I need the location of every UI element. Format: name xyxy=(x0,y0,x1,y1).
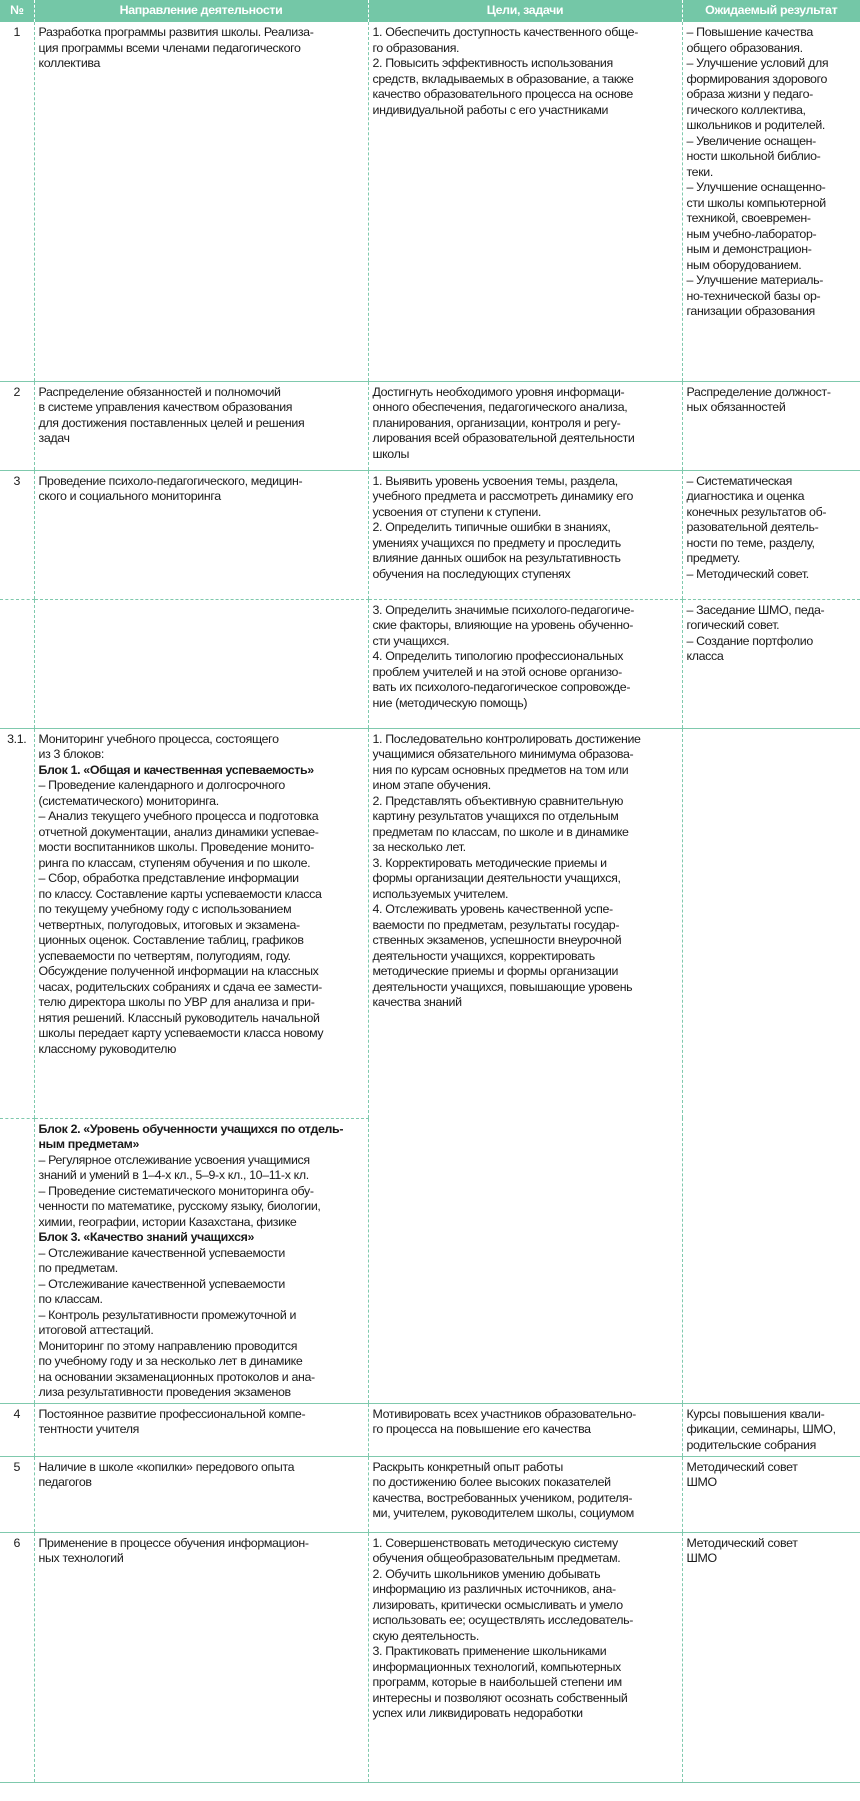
block1-title: Блок 1. «Общая и качественная успеваемость» xyxy=(38,762,314,777)
row-result: – Заседание ШМО, педа- гогический совет. – Создание портфолио класса xyxy=(682,599,860,728)
row-direction-block2-3 xyxy=(34,1118,368,1403)
row-direction: Наличие в школе «копилки» передового опыта педагогов xyxy=(34,1456,368,1532)
row-goals: Достигнуть необходимого уровня информаци- онного обеспечения, педагогического анализа, планирования, организации, контроля и регу- лирования всей образовательной деятельности школы xyxy=(368,381,682,470)
row-result: Распределение должност- ных обязанностей xyxy=(682,381,860,470)
block2-title: Блок 2. «Уровень обученности учащихся по отдель- ным предметам» xyxy=(38,1121,344,1151)
row-goals: Раскрыть конкретный опыт работы по достижению более высоких показателей качества, востребованных учеником, родителя- ми, учителем, руководителем школы, социумом xyxy=(368,1456,682,1532)
row-goals: 1. Совершенствовать методическую систему обучения общеобразовательным предметам. 2. Обучить школьников умению добывать информацию из различных источников, ана- лизировать, критически осмысливать и умело использовать ее; осуществлять исследователь- скую деятельность. 3. Практиковать применение школьниками информационных технологий, компьютерных программ, которые в наибольшей степени им интересны и позволяют осознать собственный успех или ликвидировать недоработки xyxy=(368,1532,682,1782)
row-number: 4 xyxy=(0,1403,34,1456)
table-row xyxy=(0,599,860,728)
row-direction-block1 xyxy=(34,728,368,1118)
row-direction xyxy=(34,599,368,728)
row-direction: Постоянное развитие профессиональной компе- тентности учителя xyxy=(34,1403,368,1456)
row-direction: Распределение обязанностей и полномочий в системе управления качеством образования для достижения поставленных целей и решения задач xyxy=(34,381,368,470)
header-goals: Цели, задачи xyxy=(368,0,682,22)
row-number: 5 xyxy=(0,1456,34,1532)
row-number: 3.1. xyxy=(0,728,34,1118)
row-result: Курсы повышения квали- фикации, семинары, ШМО, родительские собрания xyxy=(682,1403,860,1456)
monitoring-intro: Мониторинг учебного процесса, состоящего из 3 блоков: xyxy=(38,731,279,761)
row-result: – Систематическая диагностика и оценка конечных результатов об- разовательной деятель- ности по теме, разделу, предмету. – Методический совет. xyxy=(682,470,860,599)
row-result: Методический совет ШМО xyxy=(682,1532,860,1782)
block3-text: – Отслеживание качественной успеваемости по предметам. – Отслеживание качественной успеваемости по классам. – Контроль результативности промежуточной и итоговой аттестаций. Мониторинг по этому направлению проводится по учебному году и за несколько лет в динамике на основании экзаменационных протоколов и ана- лиза результативности проведения экзаменов xyxy=(38,1245,315,1399)
row-number: 1 xyxy=(0,22,34,381)
row-number: 6 xyxy=(0,1532,34,1782)
block2-text: – Регулярное отслеживание усвоения учащимися знаний и умений в 1–4-х кл., 5–9-х кл., 10–11-х кл. – Проведение систематического мониторинга обу- ченности по математике, русскому языку, биологии, химии, географии, истории Казахстана, физике xyxy=(38,1152,321,1229)
row-direction: Проведение психоло-педагогического, медицин- ского и социального мониторинга xyxy=(34,470,368,599)
table-row xyxy=(0,470,860,599)
table-row xyxy=(0,381,860,470)
row-goals: 1. Последовательно контролировать достижение учащимися обязательного минимума образова- ния по курсам основных предметов на том или ином этапе обучения. 2. Представлять объективную сравнительную картину результатов учащихся по отдельным предметам по классам, по школе и в динамике за несколько лет. 3. Корректировать методические приемы и формы организации деятельности учащихся, используемых учителем. 4. Отслеживать уровень качественной успе- ваемости по предметам, результаты государ- ственных экзаменов, успешности внеурочной деятельности учащихся, корректировать методические приемы и формы организации деятельности учащихся, повышающие уровень качества знаний xyxy=(368,728,682,1403)
block3-title: Блок 3. «Качество знаний учащихся» xyxy=(38,1230,255,1244)
table-row xyxy=(0,1532,860,1782)
table-header-row xyxy=(0,0,860,22)
row-direction: Применение в процессе обучения информацион- ных технологий xyxy=(34,1532,368,1782)
row-result: Методический совет ШМО xyxy=(682,1456,860,1532)
row-goals: 1. Обеспечить доступность качественного обще- го образования. 2. Повысить эффективность использования средств, вкладываемых в образование, а также качество образовательного процесса на основе индивидуальной работы с его участниками xyxy=(368,22,682,381)
row-number-continued xyxy=(0,1118,34,1403)
table-row xyxy=(0,1403,860,1456)
block1-text: – Проведение календарного и долгосрочного (систематического) мониторинга. – Анализ текущего учебного процесса и подготовка отчетной документации, анализ динамики успевае- мости воспитанников школы. Проведение монито- ринга по классам, ступеням обучения и по школе. – Сбор, обработка представление информации по классу. Составление карты успеваемости класса по текущему учебному году с использованием четвертных, полугодовых, итоговых и экзамена- ционных оценок. Составление таблиц, графиков успеваемости по четвертям, полугодиям, году. Обсуждение полученной информации на классных часах, родительских собраниях и сдача ее замести- телю директора школы по УВР для анализа и при- нятия решений. Классный руководитель начальной школы передает карту успеваемости класса новому классному руководителю xyxy=(38,778,324,1056)
row-goals: Мотивировать всех участников образовательно- го процесса на повышение его качества xyxy=(368,1403,682,1456)
row-result xyxy=(682,728,860,1403)
row-goals: 1. Выявить уровень усвоения темы, раздела, учебного предмета и рассмотреть динамику его усвоения от ступени к ступени. 2. Определить типичные ошибки в знаниях, умениях учащихся по предмету и проследить влияние данных ошибок на результативность обучения на последующих ступенях xyxy=(368,470,682,599)
header-direction: Направление деятельности xyxy=(34,0,368,22)
header-result: Ожидаемый результат xyxy=(682,0,860,22)
row-goals: 3. Определить значимые психолого-педагогиче- ские факторы, влияющие на уровень обученно- сти учащихся. 4. Определить типологию профессиональных проблем учителей и на этой основе организо- вать их психолого-педагогическое сопровожде- ние (методическую помощь) xyxy=(368,599,682,728)
table-row xyxy=(0,22,860,381)
table-row xyxy=(0,728,860,1118)
row-number: 3 xyxy=(0,470,34,599)
row-result: – Повышение качества общего образования. – Улучшение условий для формирования здорового образа жизни у педаго- гического коллектива, школьников и родителей. – Увеличение оснащен- ности школьной библио- теки. – Улучшение оснащенно- сти школы компьютерной техникой, своевремен- ным учебно-лаборатор- ным и демонстрацион- ным оборудованием. – Улучшение материаль- но-технической базы ор- ганизации образования xyxy=(682,22,860,381)
row-number: 2 xyxy=(0,381,34,470)
row-direction: Разработка программы развития школы. Реализа- ция программы всеми членами педагогического коллектива xyxy=(34,22,368,381)
row-number xyxy=(0,599,34,728)
header-number: № xyxy=(0,0,34,22)
table-row xyxy=(0,1456,860,1532)
